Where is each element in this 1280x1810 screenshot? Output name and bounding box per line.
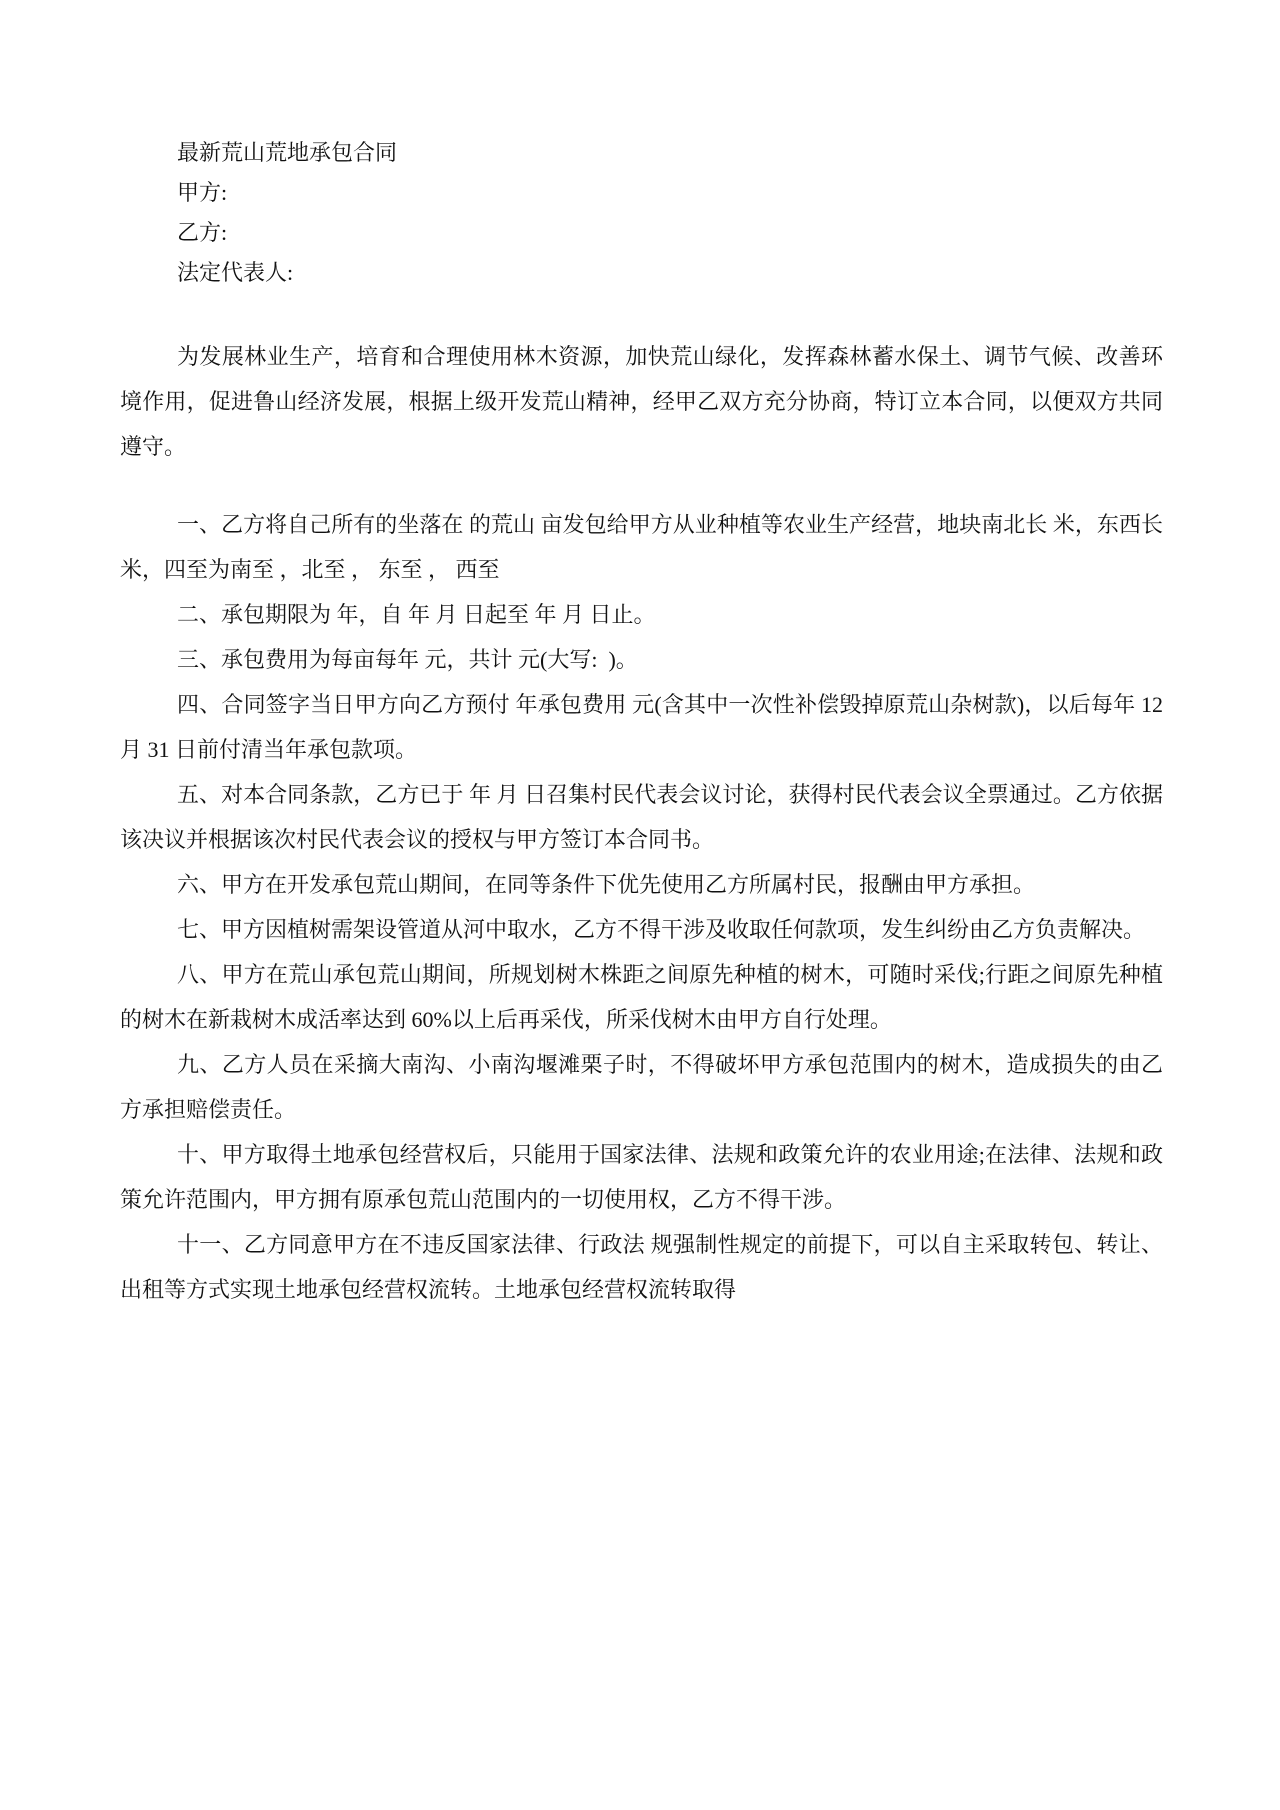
clause-8: 八、甲方在荒山承包荒山期间，所规划树木株距之间原先种植的树木，可随时采伐;行距之间原先种植的树木在新栽树木成活率达到 60%以上后再采伐，所采伐树木由甲方自行处理。 bbox=[120, 962, 1163, 1032]
clause-2: 二、承包期限为 年，自 年 月 日起至 年 月 日止。 bbox=[177, 602, 656, 627]
party-a-line: 甲方: bbox=[177, 180, 228, 205]
clause-3: 三、承包费用为每亩每年 元，共计 元(大写: )。 bbox=[177, 647, 638, 672]
clause-7: 七、甲方因植树需架设管道从河中取水，乙方不得干涉及收取任何款项，发生纠纷由乙方负责解决。 bbox=[177, 917, 1146, 942]
intro-paragraph: 为发展林业生产，培育和合理使用林木资源，加快荒山绿化，发挥森林蓄水保土、调节气候、改善环境作用，促进鲁山经济发展，根据上级开发荒山精神，经甲乙双方充分协商，特订立本合同，以便双方共同遵守。 bbox=[120, 344, 1163, 459]
doc-title: 最新荒山荒地承包合同 bbox=[177, 140, 398, 165]
clause-6: 六、甲方在开发承包荒山期间，在同等条件下优先使用乙方所属村民，报酬由甲方承担。 bbox=[177, 872, 1036, 897]
clause-11: 十一、乙方同意甲方在不违反国家法律、行政法 规强制性规定的前提下，可以自主采取转包、转让、出租等方式实现土地承包经营权流转。土地承包经营权流转取得 bbox=[120, 1232, 1163, 1302]
clause-9: 九、乙方人员在采摘大南沟、小南沟堰滩栗子时，不得破坏甲方承包范围内的树木，造成损失的由乙方承担赔偿责任。 bbox=[120, 1052, 1163, 1122]
clauses-section bbox=[120, 502, 1169, 1312]
clause-1: 一、乙方将自己所有的坐落在 的荒山 亩发包给甲方从业种植等农业生产经营，地块南北长 米，东西长 米，四至为南至 ，北至 ， 东至 ， 西至 bbox=[120, 512, 1169, 582]
clause-5: 五、对本合同条款，乙方已于 年 月 日召集村民代表会议讨论，获得村民代表会议全票通过。乙方依据该决议并根据该次村民代表会议的授权与甲方签订本合同书。 bbox=[120, 782, 1163, 852]
legal-representative-line: 法定代表人: bbox=[177, 260, 294, 285]
party-b-line: 乙方: bbox=[177, 220, 228, 245]
clause-4: 四、合同签字当日甲方向乙方预付 年承包费用 元(含其中一次性补偿毁掉原荒山杂树款)，以后每年 12 月 31 日前付清当年承包款项。 bbox=[120, 692, 1169, 762]
clause-10: 十、甲方取得土地承包经营权后，只能用于国家法律、法规和政策允许的农业用途;在法律、法规和政策允许范围内，甲方拥有原承包荒山范围内的一切使用权，乙方不得干涉。 bbox=[120, 1142, 1163, 1212]
